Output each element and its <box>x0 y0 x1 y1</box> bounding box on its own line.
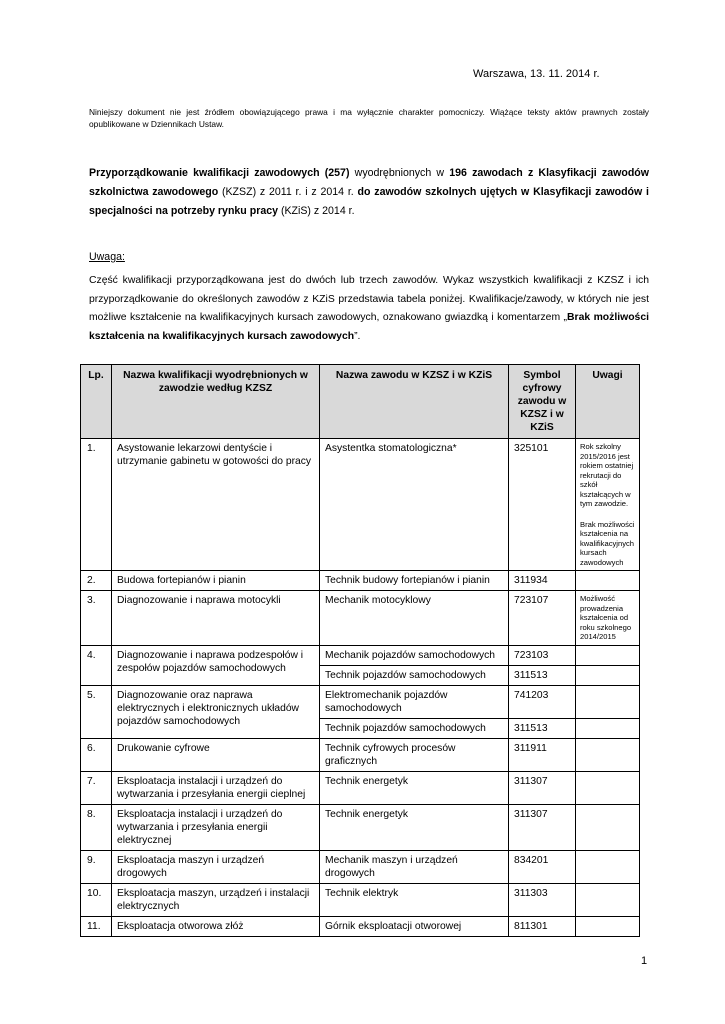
cell-profession: Technik cyfrowych procesów graficznych <box>320 738 509 771</box>
cell-profession: Mechanik pojazdów samochodowych <box>320 645 509 665</box>
table-row <box>81 439 640 571</box>
cell-lp: 8. <box>81 804 112 850</box>
heading-part-2: wyodrębnionych w <box>349 167 450 179</box>
header-notes: Uwagi <box>576 365 640 439</box>
cell-qualification: Asystowanie lekarzowi dentyście i utrzymanie gabinetu w gotowości do pracy <box>112 439 320 571</box>
cell-profession: Technik budowy fortepianów i pianin <box>320 571 509 591</box>
cell-symbol: 723103 <box>509 645 576 665</box>
cell-qualification: Drukowanie cyfrowe <box>112 738 320 771</box>
cell-profession: Asystentka stomatologiczna* <box>320 439 509 571</box>
cell-qualification: Eksploatacja maszyn, urządzeń i instalacji elektrycznych <box>112 883 320 916</box>
cell-qualification: Diagnozowanie i naprawa podzespołów i zespołów pojazdów samochodowych <box>112 645 320 685</box>
header-qualification: Nazwa kwalifikacji wyodrębnionych w zawodzie według KZSZ <box>112 365 320 439</box>
cell-symbol: 311911 <box>509 738 576 771</box>
cell-qualification: Diagnozowanie oraz naprawa elektrycznych i elektronicznych układów pojazdów samochodowych <box>112 685 320 738</box>
cell-profession: Górnik eksploatacji otworowej <box>320 916 509 936</box>
cell-notes <box>576 645 640 665</box>
cell-notes <box>576 804 640 850</box>
cell-lp: 7. <box>81 771 112 804</box>
table-row <box>81 571 640 591</box>
cell-notes <box>576 916 640 936</box>
cell-symbol: 311303 <box>509 883 576 916</box>
note-text: Brak możliwości kształcenia na kwalifikacyjnych kursach zawodowych <box>580 519 635 567</box>
cell-profession: Technik pojazdów samochodowych <box>320 665 509 685</box>
cell-profession: Mechanik maszyn i urządzeń drogowych <box>320 850 509 883</box>
cell-qualification: Eksploatacja instalacji i urządzeń do wytwarzania i przesyłania energii cieplnej <box>112 771 320 804</box>
table-row <box>81 685 640 718</box>
cell-qualification: Eksploatacja otworowa złóż <box>112 916 320 936</box>
cell-symbol: 311513 <box>509 665 576 685</box>
cell-profession: Technik energetyk <box>320 804 509 850</box>
cell-lp: 9. <box>81 850 112 883</box>
cell-profession: Technik elektryk <box>320 883 509 916</box>
table-row <box>81 591 640 646</box>
cell-qualification: Eksploatacja instalacji i urządzeń do wytwarzania i przesyłania energii elektrycznej <box>112 804 320 850</box>
cell-profession: Elektromechanik pojazdów samochodowych <box>320 685 509 718</box>
heading-part-4: (KZSZ) z 2011 r. i z 2014 r. <box>218 186 358 198</box>
cell-lp: 5. <box>81 685 112 738</box>
cell-qualification: Budowa fortepianów i pianin <box>112 571 320 591</box>
cell-symbol: 741203 <box>509 685 576 718</box>
heading-part-5: do zawodów szkolnych ujętych w Klasyfikacji zawodów i specjalności na potrzeby rynku pracy <box>89 186 649 217</box>
cell-notes <box>576 571 640 591</box>
cell-notes <box>576 718 640 738</box>
page-number: 1 <box>641 955 648 967</box>
cell-symbol: 834201 <box>509 850 576 883</box>
note-paragraph-bold: Brak możliwości kształcenia na kwalifikacyjnych kursach zawodowych <box>89 312 649 342</box>
cell-notes <box>576 883 640 916</box>
cell-notes <box>576 439 640 571</box>
cell-qualification: Eksploatacja maszyn i urządzeń drogowych <box>112 850 320 883</box>
cell-symbol: 311307 <box>509 804 576 850</box>
header-lp: Lp. <box>81 365 112 439</box>
table-row <box>81 850 640 883</box>
note-paragraph-end: ”. <box>354 330 361 342</box>
header-symbol: Symbol cyfrowy zawodu w KZSZ i w KZiS <box>509 365 576 439</box>
table-row <box>81 804 640 850</box>
note-label: Uwaga: <box>89 251 125 263</box>
cell-symbol: 311307 <box>509 771 576 804</box>
document-date: Warszawa, 13. 11. 2014 r. <box>473 68 600 80</box>
cell-notes <box>576 738 640 771</box>
disclaimer: Niniejszy dokument nie jest źródłem obowiązującego prawa i ma wyłącznie charakter pomocniczy. Wiążące teksty aktów prawnych zostały opublikowane w Dziennikach Ustaw. <box>89 107 649 129</box>
cell-profession: Technik energetyk <box>320 771 509 804</box>
cell-lp: 1. <box>81 439 112 571</box>
cell-notes <box>576 771 640 804</box>
cell-symbol: 311513 <box>509 718 576 738</box>
cell-lp: 10. <box>81 883 112 916</box>
header-profession: Nazwa zawodu w KZSZ i w KZiS <box>320 365 509 439</box>
cell-symbol: 811301 <box>509 916 576 936</box>
cell-profession: Mechanik motocyklowy <box>320 591 509 646</box>
cell-qualification: Diagnozowanie i naprawa motocykli <box>112 591 320 646</box>
cell-lp: 11. <box>81 916 112 936</box>
qualifications-table <box>80 364 640 937</box>
note-paragraph-text: Część kwalifikacji przyporządkowana jest do dwóch lub trzech zawodów. Wykaz wszystkich kwalifikacji z KZSZ i ich przyporządkowanie do określonych zawodów z KZiS przedstawia tabela poniżej. Kwalifikacje/zawody, w których nie jest możliwe kształcenie na kwalifikacyjnych kursach zawodowych, oznakowano gwiazdką i komentarzem „ <box>89 275 649 323</box>
cell-symbol: 325101 <box>509 439 576 571</box>
table-row <box>81 883 640 916</box>
cell-lp: 3. <box>81 591 112 646</box>
document-heading <box>89 164 649 221</box>
note-text: Rok szkolny 2015/2016 jest rokiem ostatniej rekrutacji do szkół kształcących w tym zawodzie. <box>580 442 634 508</box>
heading-part-3: 196 zawodach z Klasyfikacji zawodów szkolnictwa zawodowego <box>89 167 649 198</box>
table-row <box>81 916 640 936</box>
cell-lp: 6. <box>81 738 112 771</box>
cell-lp: 2. <box>81 571 112 591</box>
cell-profession: Technik pojazdów samochodowych <box>320 718 509 738</box>
cell-symbol: 311934 <box>509 571 576 591</box>
table-header-row <box>81 365 640 439</box>
heading-part-1: Przyporządkowanie kwalifikacji zawodowych (257) <box>89 167 350 179</box>
cell-notes: Możliwość prowadzenia kształcenia od roku szkolnego 2014/2015 <box>576 591 640 646</box>
cell-symbol: 723107 <box>509 591 576 646</box>
table-row <box>81 738 640 771</box>
cell-notes <box>576 665 640 685</box>
table-row <box>81 771 640 804</box>
cell-lp: 4. <box>81 645 112 685</box>
cell-notes <box>576 850 640 883</box>
heading-part-6: (KZiS) z 2014 r. <box>278 205 355 217</box>
note-paragraph <box>89 272 649 346</box>
table-row <box>81 645 640 665</box>
cell-notes <box>576 685 640 718</box>
